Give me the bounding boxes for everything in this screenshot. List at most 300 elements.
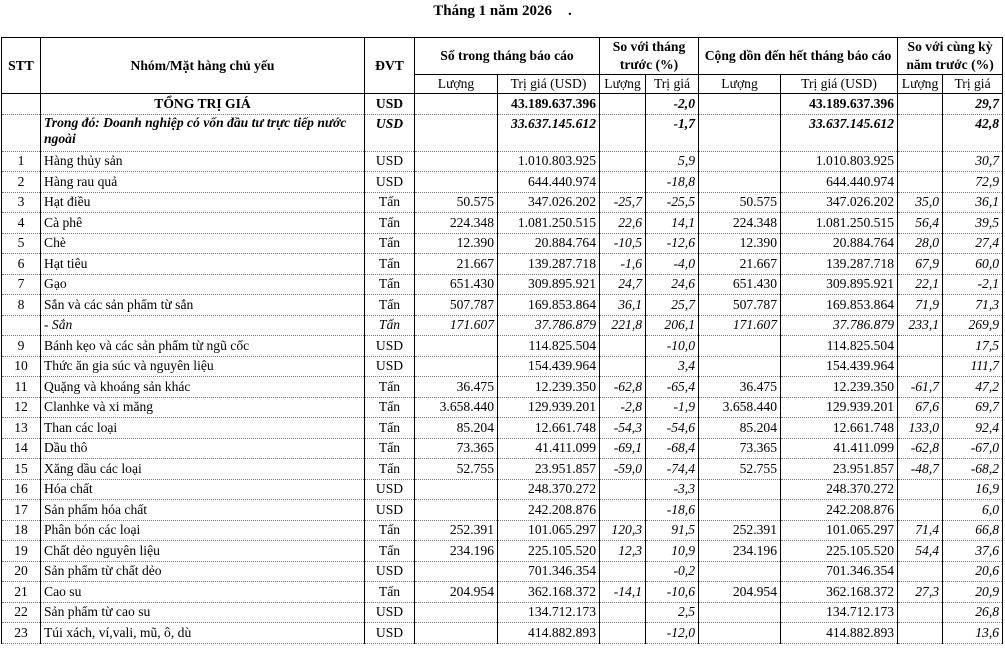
cell-py-value: 111,7 — [943, 356, 1003, 377]
cell-name: Chè — [41, 233, 365, 254]
cell-cum-qty: 651.430 — [699, 274, 781, 295]
cell-stt: 15 — [2, 459, 41, 480]
cell-month-value: 139.287.718 — [498, 254, 600, 275]
cell-month-qty: 224.348 — [415, 213, 498, 234]
table-row — [2, 192, 1003, 213]
cell-unit: USD — [365, 114, 415, 151]
cell-unit: USD — [365, 479, 415, 500]
cell-pm-value: -12,6 — [646, 233, 699, 254]
cell-month-qty: 12.390 — [415, 233, 498, 254]
cell-month-qty — [415, 356, 498, 377]
cell-py-qty: 71,9 — [898, 295, 943, 316]
cell-pm-value: 10,9 — [646, 541, 699, 562]
cell-py-qty — [898, 356, 943, 377]
cell-month-value: 23.951.857 — [498, 459, 600, 480]
cell-stt: 13 — [2, 418, 41, 439]
cell-cum-qty: 252.391 — [699, 520, 781, 541]
cell-pm-qty: -2,8 — [600, 397, 646, 418]
table-row — [2, 274, 1003, 295]
cell-cum-value: 242.208.876 — [781, 500, 898, 521]
cell-name: Hạt điều — [41, 192, 365, 213]
cell-cum-value: 134.712.173 — [781, 602, 898, 623]
cell-cum-qty — [699, 114, 781, 151]
cell-month-qty: 252.391 — [415, 520, 498, 541]
cell-unit: Tấn — [365, 295, 415, 316]
cell-py-qty — [898, 336, 943, 357]
cell-pm-qty — [600, 561, 646, 582]
cell-name: Quặng và khoáng sản khác — [41, 377, 365, 398]
cell-unit: USD — [365, 602, 415, 623]
table-row — [2, 213, 1003, 234]
cell-py-value: 71,3 — [943, 295, 1003, 316]
cell-pm-value: -4,0 — [646, 254, 699, 275]
cell-month-value: 41.411.099 — [498, 438, 600, 459]
cell-month-value: 101.065.297 — [498, 520, 600, 541]
cell-pm-value: -74,4 — [646, 459, 699, 480]
cell-cum-qty: 73.365 — [699, 438, 781, 459]
cell-cum-qty: 204.954 — [699, 582, 781, 603]
cell-unit: Tấn — [365, 274, 415, 295]
cell-unit: USD — [365, 94, 415, 115]
cell-stt: 3 — [2, 192, 41, 213]
cell-name: Hàng rau quả — [41, 172, 365, 193]
cell-pm-value: -3,3 — [646, 479, 699, 500]
cell-pm-qty — [600, 336, 646, 357]
cell-stt: 1 — [2, 151, 41, 172]
table-header — [2, 38, 1003, 94]
cell-month-qty: 21.667 — [415, 254, 498, 275]
subheader-py-qty: Lượng — [898, 75, 943, 94]
table-row — [2, 479, 1003, 500]
header-cumulative: Cộng dồn đến hết tháng báo cáo — [699, 38, 898, 75]
cell-pm-value: -68,4 — [646, 438, 699, 459]
cell-name: Than các loại — [41, 418, 365, 439]
cell-py-value: 6,0 — [943, 500, 1003, 521]
cell-pm-qty — [600, 623, 646, 644]
cell-cum-value: 33.637.145.612 — [781, 114, 898, 151]
table-row — [2, 500, 1003, 521]
cell-cum-value: 139.287.718 — [781, 254, 898, 275]
cell-stt: 19 — [2, 541, 41, 562]
cell-month-value: 20.884.764 — [498, 233, 600, 254]
cell-month-value: 248.370.272 — [498, 479, 600, 500]
cell-pm-qty — [600, 114, 646, 151]
cell-month-value: 347.026.202 — [498, 192, 600, 213]
cell-stt: 20 — [2, 561, 41, 582]
cell-pm-qty: -69,1 — [600, 438, 646, 459]
subheader-month-qty: Lượng — [415, 75, 498, 94]
cell-month-value: 1.081.250.515 — [498, 213, 600, 234]
cell-py-value: 72,9 — [943, 172, 1003, 193]
cell-name: Túi xách, ví,vali, mũ, ô, dù — [41, 623, 365, 644]
cell-cum-qty: 85.204 — [699, 418, 781, 439]
cell-pm-value: -10,0 — [646, 336, 699, 357]
cell-month-value: 129.939.201 — [498, 397, 600, 418]
cell-py-qty: 54,4 — [898, 541, 943, 562]
cell-pm-value: -12,0 — [646, 623, 699, 644]
cell-stt: 7 — [2, 274, 41, 295]
cell-month-qty — [415, 500, 498, 521]
cell-cum-qty — [699, 623, 781, 644]
cell-month-qty — [415, 602, 498, 623]
subheader-month-value: Trị giá (USD) — [498, 75, 600, 94]
cell-cum-qty: 36.475 — [699, 377, 781, 398]
cell-cum-qty — [699, 172, 781, 193]
cell-py-qty: 71,4 — [898, 520, 943, 541]
cell-cum-qty: 3.658.440 — [699, 397, 781, 418]
cell-py-value: 20,6 — [943, 561, 1003, 582]
cell-pm-qty: -54,3 — [600, 418, 646, 439]
cell-pm-value: 2,5 — [646, 602, 699, 623]
subheader-pm-value: Trị giá — [646, 75, 699, 94]
cell-py-qty: 133,0 — [898, 418, 943, 439]
cell-month-value: 12.239.350 — [498, 377, 600, 398]
cell-py-qty: 28,0 — [898, 233, 943, 254]
cell-name: Sắn và các sản phẩm từ sắn — [41, 295, 365, 316]
cell-stt: 2 — [2, 172, 41, 193]
cell-pm-qty: 12,3 — [600, 541, 646, 562]
cell-pm-qty — [600, 172, 646, 193]
cell-unit: USD — [365, 151, 415, 172]
cell-py-value: 47,2 — [943, 377, 1003, 398]
cell-cum-value: 644.440.974 — [781, 172, 898, 193]
cell-pm-value: 206,1 — [646, 315, 699, 336]
cell-stt: 10 — [2, 356, 41, 377]
cell-py-value: 29,7 — [943, 94, 1003, 115]
fdi-row — [2, 114, 1003, 151]
export-table — [1, 37, 1003, 644]
table-row — [2, 377, 1003, 398]
cell-month-value: 114.825.504 — [498, 336, 600, 357]
subheader-cum-value: Trị giá (USD) — [781, 75, 898, 94]
subheader-py-value: Trị giá — [943, 75, 1003, 94]
cell-pm-qty: -25,7 — [600, 192, 646, 213]
cell-unit: Tấn — [365, 541, 415, 562]
cell-month-value: 242.208.876 — [498, 500, 600, 521]
cell-cum-qty: 234.196 — [699, 541, 781, 562]
cell-name: Trong đó: Doanh nghiệp có vốn đầu tư trực tiếp nước ngoài — [41, 114, 365, 151]
cell-pm-qty: -62,8 — [600, 377, 646, 398]
cell-name: Cà phê — [41, 213, 365, 234]
cell-pm-value: 3,4 — [646, 356, 699, 377]
cell-month-value: 701.346.354 — [498, 561, 600, 582]
cell-name: Dầu thô — [41, 438, 365, 459]
cell-py-value: 69,7 — [943, 397, 1003, 418]
cell-cum-qty: 21.667 — [699, 254, 781, 275]
cell-cum-value: 362.168.372 — [781, 582, 898, 603]
cell-name: Phân bón các loại — [41, 520, 365, 541]
cell-py-value: 26,8 — [943, 602, 1003, 623]
cell-cum-value: 114.825.504 — [781, 336, 898, 357]
cell-cum-qty — [699, 500, 781, 521]
cell-py-qty: 67,9 — [898, 254, 943, 275]
cell-cum-qty: 224.348 — [699, 213, 781, 234]
cell-month-qty — [415, 623, 498, 644]
cell-cum-qty: 50.575 — [699, 192, 781, 213]
cell-pm-value: -18,8 — [646, 172, 699, 193]
cell-py-qty — [898, 114, 943, 151]
cell-stt: 4 — [2, 213, 41, 234]
cell-pm-value: -2,0 — [646, 94, 699, 115]
cell-stt: 5 — [2, 233, 41, 254]
cell-pm-value: -25,5 — [646, 192, 699, 213]
cell-py-value: 17,5 — [943, 336, 1003, 357]
cell-py-qty: 56,4 — [898, 213, 943, 234]
cell-month-qty — [415, 479, 498, 500]
cell-stt: 9 — [2, 336, 41, 357]
cell-unit: USD — [365, 623, 415, 644]
cell-pm-qty: -14,1 — [600, 582, 646, 603]
cell-stt: 14 — [2, 438, 41, 459]
cell-name: Gạo — [41, 274, 365, 295]
cell-py-value: -68,2 — [943, 459, 1003, 480]
cell-month-value: 644.440.974 — [498, 172, 600, 193]
cell-pm-qty — [600, 151, 646, 172]
cell-unit: Tấn — [365, 459, 415, 480]
cell-py-qty: 35,0 — [898, 192, 943, 213]
cell-pm-value: 91,5 — [646, 520, 699, 541]
cell-name: Thức ăn gia súc và nguyên liệu — [41, 356, 365, 377]
cell-stt: 17 — [2, 500, 41, 521]
cell-month-qty — [415, 172, 498, 193]
cell-stt: 23 — [2, 623, 41, 644]
cell-cum-value: 43.189.637.396 — [781, 94, 898, 115]
cell-pm-qty — [600, 602, 646, 623]
cell-py-value: 37,6 — [943, 541, 1003, 562]
cell-cum-qty — [699, 561, 781, 582]
cell-unit: Tấn — [365, 418, 415, 439]
cell-cum-qty — [699, 356, 781, 377]
cell-name: Sản phẩm từ chất dẻo — [41, 561, 365, 582]
cell-py-value: 42,8 — [943, 114, 1003, 151]
table-row — [2, 541, 1003, 562]
cell-month-value: 225.105.520 — [498, 541, 600, 562]
cell-month-qty: 36.475 — [415, 377, 498, 398]
table-row — [2, 151, 1003, 172]
cell-unit: USD — [365, 336, 415, 357]
cell-pm-qty: -59,0 — [600, 459, 646, 480]
cell-py-qty — [898, 479, 943, 500]
cell-py-value: 269,9 — [943, 315, 1003, 336]
table-row — [2, 295, 1003, 316]
cell-month-qty: 204.954 — [415, 582, 498, 603]
cell-cum-qty: 12.390 — [699, 233, 781, 254]
table-row — [2, 254, 1003, 275]
cell-py-value: 60,0 — [943, 254, 1003, 275]
cell-pm-qty: 221,8 — [600, 315, 646, 336]
table-row — [2, 397, 1003, 418]
cell-name: Hạt tiêu — [41, 254, 365, 275]
cell-py-value: 16,9 — [943, 479, 1003, 500]
cell-stt: 16 — [2, 479, 41, 500]
table-body — [2, 94, 1003, 644]
cell-stt: 21 — [2, 582, 41, 603]
table-row — [2, 356, 1003, 377]
cell-cum-value: 41.411.099 — [781, 438, 898, 459]
cell-cum-qty: 52.755 — [699, 459, 781, 480]
cell-py-qty: 27,3 — [898, 582, 943, 603]
cell-name: Hóa chất — [41, 479, 365, 500]
cell-unit: USD — [365, 172, 415, 193]
cell-month-qty — [415, 336, 498, 357]
cell-unit: USD — [365, 500, 415, 521]
cell-pm-qty — [600, 356, 646, 377]
cell-unit: Tấn — [365, 397, 415, 418]
cell-pm-qty: -1,6 — [600, 254, 646, 275]
cell-name: Xăng dầu các loại — [41, 459, 365, 480]
cell-name: Cao su — [41, 582, 365, 603]
cell-month-qty — [415, 94, 498, 115]
table-row — [2, 315, 1003, 336]
cell-stt: 22 — [2, 602, 41, 623]
cell-pm-value: -1,9 — [646, 397, 699, 418]
cell-month-value: 154.439.964 — [498, 356, 600, 377]
cell-cum-value: 1.010.803.925 — [781, 151, 898, 172]
cell-pm-value: 5,9 — [646, 151, 699, 172]
table-row — [2, 602, 1003, 623]
cell-py-value: 20,9 — [943, 582, 1003, 603]
header-vs-prev-year: So với cùng kỳ năm trước (%) — [898, 38, 1003, 75]
cell-pm-value: 24,6 — [646, 274, 699, 295]
cell-month-value: 12.661.748 — [498, 418, 600, 439]
cell-month-value: 134.712.173 — [498, 602, 600, 623]
cell-py-value: -2,1 — [943, 274, 1003, 295]
cell-py-qty — [898, 602, 943, 623]
cell-cum-value: 101.065.297 — [781, 520, 898, 541]
cell-stt — [2, 94, 41, 115]
cell-pm-qty — [600, 94, 646, 115]
cell-py-value: 30,7 — [943, 151, 1003, 172]
cell-cum-qty — [699, 94, 781, 115]
cell-pm-value: -65,4 — [646, 377, 699, 398]
cell-cum-value: 20.884.764 — [781, 233, 898, 254]
cell-name: Sản phẩm hóa chất — [41, 500, 365, 521]
cell-pm-value: -10,6 — [646, 582, 699, 603]
cell-py-qty — [898, 94, 943, 115]
cell-pm-value: 25,7 — [646, 295, 699, 316]
cell-pm-value: 14,1 — [646, 213, 699, 234]
cell-month-value: 309.895.921 — [498, 274, 600, 295]
cell-py-qty: 233,1 — [898, 315, 943, 336]
cell-unit: Tấn — [365, 520, 415, 541]
header-vs-prev-month: So với tháng trước (%) — [600, 38, 699, 75]
cell-py-qty: 67,6 — [898, 397, 943, 418]
cell-py-qty: 22,1 — [898, 274, 943, 295]
cell-py-qty: -62,8 — [898, 438, 943, 459]
cell-month-qty: 73.365 — [415, 438, 498, 459]
cell-cum-value: 169.853.864 — [781, 295, 898, 316]
cell-name: Hàng thủy sản — [41, 151, 365, 172]
cell-cum-value: 1.081.250.515 — [781, 213, 898, 234]
table-row — [2, 459, 1003, 480]
cell-cum-qty — [699, 151, 781, 172]
report-title-text: Tháng 1 năm 2026 — [433, 3, 553, 19]
cell-py-qty: -48,7 — [898, 459, 943, 480]
cell-stt: 8 — [2, 295, 41, 316]
table-row — [2, 438, 1003, 459]
table-row — [2, 172, 1003, 193]
cell-py-value: 66,8 — [943, 520, 1003, 541]
cell-month-qty: 234.196 — [415, 541, 498, 562]
cell-unit: Tấn — [365, 438, 415, 459]
cell-month-value: 37.786.879 — [498, 315, 600, 336]
cell-cum-value: 347.026.202 — [781, 192, 898, 213]
cell-month-qty — [415, 151, 498, 172]
cell-month-qty: 52.755 — [415, 459, 498, 480]
header-group: Nhóm/Mặt hàng chủ yếu — [41, 38, 365, 94]
cell-unit: USD — [365, 561, 415, 582]
cell-month-value: 414.882.893 — [498, 623, 600, 644]
table-row — [2, 623, 1003, 644]
cell-cum-value: 154.439.964 — [781, 356, 898, 377]
cell-py-qty — [898, 623, 943, 644]
cell-pm-qty: 36,1 — [600, 295, 646, 316]
cell-py-qty: -61,7 — [898, 377, 943, 398]
cell-stt: 12 — [2, 397, 41, 418]
title-mark: . — [568, 3, 572, 19]
header-stt: STT — [2, 38, 41, 94]
cell-pm-value: -1,7 — [646, 114, 699, 151]
cell-pm-qty: 24,7 — [600, 274, 646, 295]
cell-stt — [2, 315, 41, 336]
report-title — [0, 3, 1005, 20]
table-row — [2, 561, 1003, 582]
cell-month-value: 362.168.372 — [498, 582, 600, 603]
cell-cum-value: 37.786.879 — [781, 315, 898, 336]
header-unit: ĐVT — [365, 38, 415, 94]
cell-pm-value: -18,6 — [646, 500, 699, 521]
cell-month-qty — [415, 114, 498, 151]
cell-stt: 18 — [2, 520, 41, 541]
table-row — [2, 418, 1003, 439]
cell-month-qty: 651.430 — [415, 274, 498, 295]
cell-month-value: 169.853.864 — [498, 295, 600, 316]
cell-py-value: 39,5 — [943, 213, 1003, 234]
cell-py-qty — [898, 172, 943, 193]
cell-unit: Tấn — [365, 213, 415, 234]
cell-py-value: -67,0 — [943, 438, 1003, 459]
cell-month-value: 1.010.803.925 — [498, 151, 600, 172]
cell-month-value: 33.637.145.612 — [498, 114, 600, 151]
table-row — [2, 582, 1003, 603]
table-row — [2, 233, 1003, 254]
header-month: Số trong tháng báo cáo — [415, 38, 600, 75]
cell-cum-value: 12.239.350 — [781, 377, 898, 398]
cell-name: Sản phẩm từ cao su — [41, 602, 365, 623]
cell-pm-qty: 120,3 — [600, 520, 646, 541]
cell-cum-value: 309.895.921 — [781, 274, 898, 295]
cell-unit: Tấn — [365, 377, 415, 398]
cell-unit: Tấn — [365, 254, 415, 275]
table-row — [2, 520, 1003, 541]
cell-cum-qty — [699, 602, 781, 623]
cell-pm-qty: -10,5 — [600, 233, 646, 254]
cell-name: TỔNG TRỊ GIÁ — [41, 94, 365, 115]
cell-pm-value: -0,2 — [646, 561, 699, 582]
table-row — [2, 336, 1003, 357]
cell-cum-value: 23.951.857 — [781, 459, 898, 480]
cell-py-value: 27,4 — [943, 233, 1003, 254]
cell-name: Bánh kẹo và các sản phẩm từ ngũ cốc — [41, 336, 365, 357]
cell-unit: Tấn — [365, 192, 415, 213]
cell-cum-qty — [699, 336, 781, 357]
cell-stt — [2, 114, 41, 151]
cell-py-qty — [898, 151, 943, 172]
cell-cum-value: 701.346.354 — [781, 561, 898, 582]
cell-pm-qty — [600, 500, 646, 521]
cell-month-qty: 171.607 — [415, 315, 498, 336]
cell-py-qty — [898, 561, 943, 582]
